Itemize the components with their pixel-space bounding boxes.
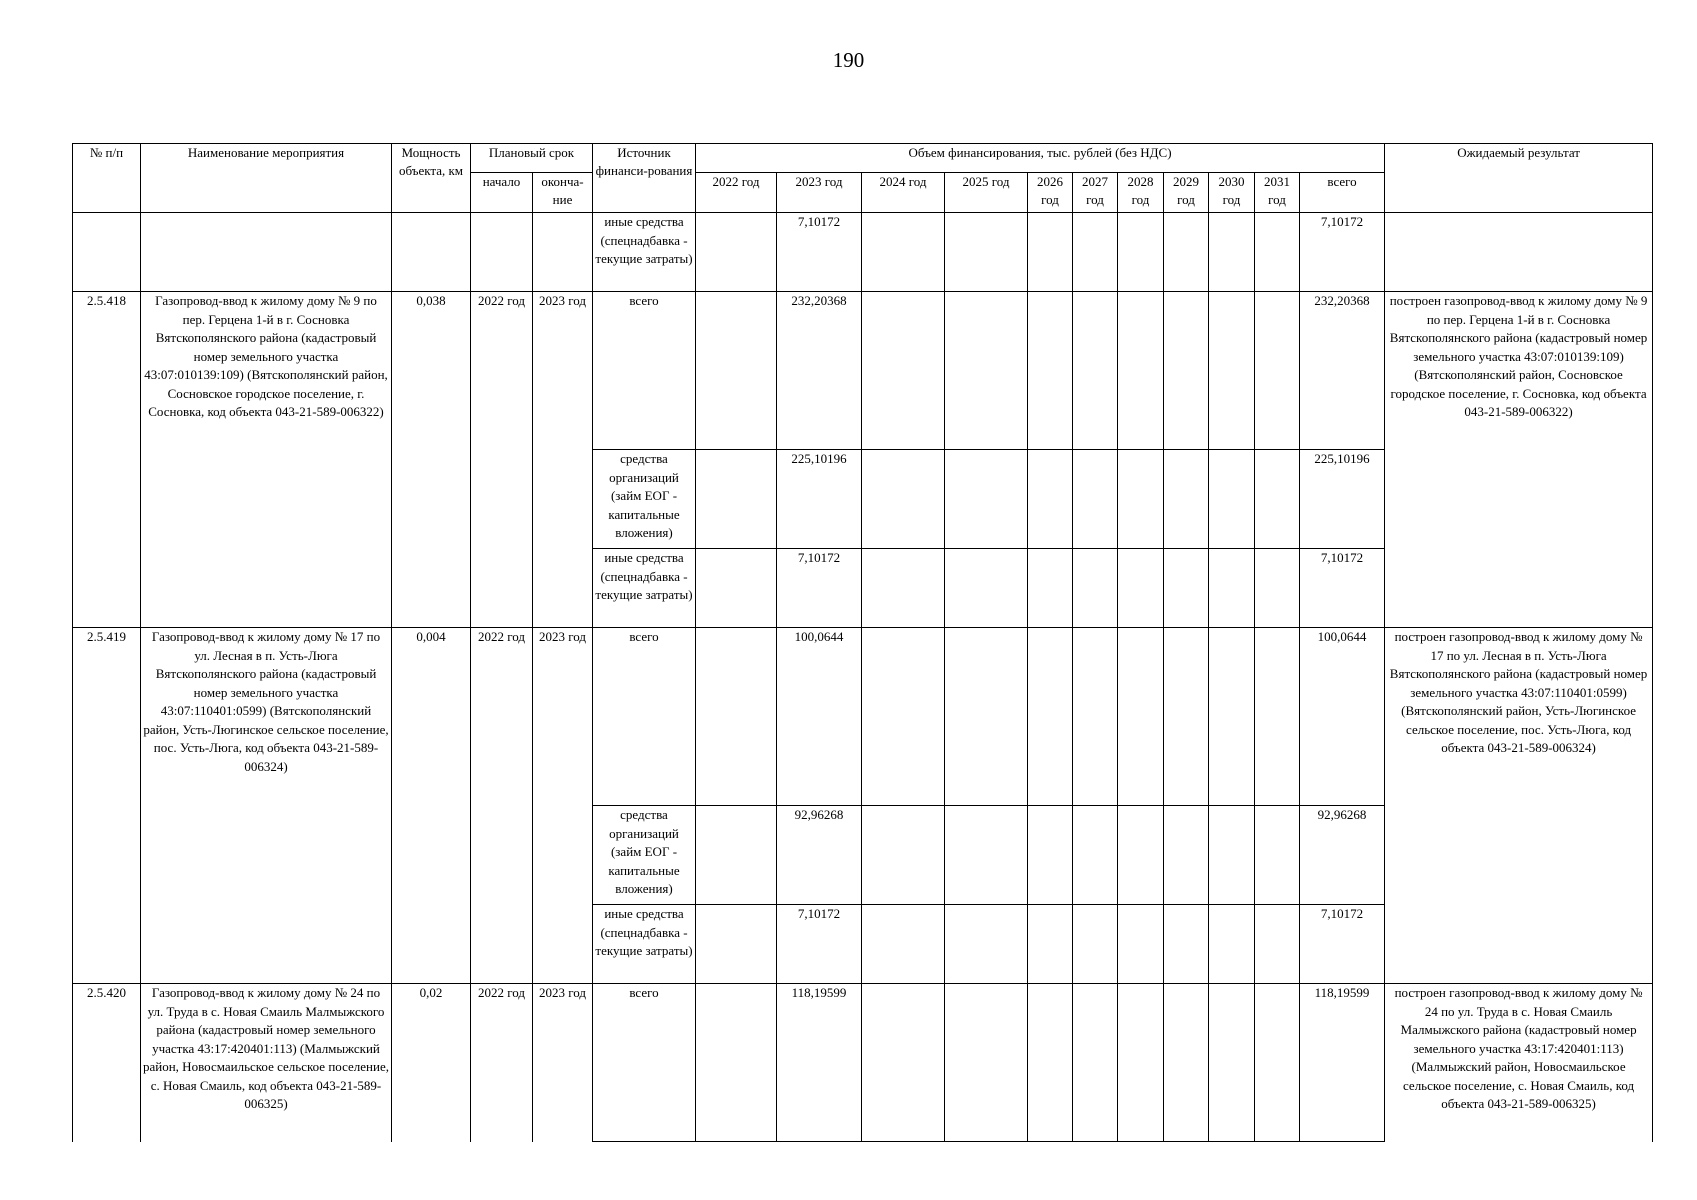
source-cell: всего	[593, 984, 696, 1142]
header-source: Источник финанси-рования	[593, 144, 696, 213]
source-cell: иные средства (спецнадбавка - текущие затраты)	[593, 213, 696, 292]
item-capacity: 0,038	[392, 292, 471, 628]
source-cell: средства организаций (займ ЕОГ - капитальные вложения)	[593, 450, 696, 549]
financing-table	[72, 143, 1653, 1142]
header-result: Ожидаемый результат	[1385, 144, 1653, 213]
value-total: 7,10172	[1300, 549, 1385, 628]
item-result: построен газопровод-ввод к жилому дому № 17 по ул. Лесная в п. Усть-Люга Вятскополянского района (кадастровый номер земельного участка 43:07:110401:0599) (Вятскополянский район, Усть-Люгинское сельское поселение, пос. Усть-Люга, код объекта 043-21-589-006324)	[1385, 628, 1653, 984]
item-start: 2022 год	[471, 628, 533, 984]
table-row	[73, 292, 1653, 450]
header-name: Наименование мероприятия	[141, 144, 392, 213]
source-cell: средства организаций (займ ЕОГ - капитальные вложения)	[593, 806, 696, 905]
item-end: 2023 год	[533, 292, 593, 628]
header-year-2031: 2031 год	[1255, 173, 1300, 213]
item-start: 2022 год	[471, 984, 533, 1142]
item-result: построен газопровод-ввод к жилому дому № 24 по ул. Труда в с. Новая Смаиль Малмыжского района (кадастровый номер земельного участка 43:17:420401:113) (Малмыжский район, Новосмаильское сельское поселение, с. Новая Смаиль, код объекта 043-21-589-006325)	[1385, 984, 1653, 1142]
source-cell: иные средства (спецнадбавка - текущие затраты)	[593, 905, 696, 984]
value-total: 7,10172	[1300, 905, 1385, 984]
header-year-2028: 2028 год	[1118, 173, 1164, 213]
header-year-2026: 2026 год	[1028, 173, 1073, 213]
header-year-2023: 2023 год	[777, 173, 862, 213]
item-name: Газопровод-ввод к жилому дому № 9 по пер. Герцена 1-й в г. Сосновка Вятскополянского района (кадастровый номер земельного участка 43:07:010139:109) (Вятскополянский район, Сосновское городское поселение, г. Сосновка, код объекта 043-21-589-006322)	[141, 292, 392, 628]
item-capacity: 0,02	[392, 984, 471, 1142]
value-total: 92,96268	[1300, 806, 1385, 905]
source-cell: иные средства (спецнадбавка - текущие затраты)	[593, 549, 696, 628]
item-result: построен газопровод-ввод к жилому дому № 9 по пер. Герцена 1-й в г. Сосновка Вятскополянского района (кадастровый номер земельного участка 43:07:010139:109) (Вятскополянский район, Сосновское городское поселение, г. Сосновка, код объекта 043-21-589-006322)	[1385, 292, 1653, 628]
header-year-2024: 2024 год	[862, 173, 945, 213]
value-2023: 7,10172	[777, 905, 862, 984]
value-total: 118,19599	[1300, 984, 1385, 1142]
source-cell: всего	[593, 292, 696, 450]
header-start: начало	[471, 173, 533, 213]
header-volume: Объем финансирования, тыс. рублей (без НДС)	[696, 144, 1385, 173]
table-row	[73, 628, 1653, 806]
item-name: Газопровод-ввод к жилому дому № 24 по ул. Труда в с. Новая Смаиль Малмыжского района (кадастровый номер земельного участка 43:17:420401:113) (Малмыжский район, Новосмаильское сельское поселение, с. Новая Смаиль, код объекта 043-21-589-006325)	[141, 984, 392, 1142]
value-2023: 7,10172	[777, 549, 862, 628]
value-2023: 100,0644	[777, 628, 862, 806]
value-total: 225,10196	[1300, 450, 1385, 549]
source-cell: всего	[593, 628, 696, 806]
item-capacity: 0,004	[392, 628, 471, 984]
item-name: Газопровод-ввод к жилому дому № 17 по ул. Лесная в п. Усть-Люга Вятскополянского района (кадастровый номер земельного участка 43:07:110401:0599) (Вятскополянский район, Усть-Люгинское сельское поселение, пос. Усть-Люга, код объекта 043-21-589-006324)	[141, 628, 392, 984]
header-year-2022: 2022 год	[696, 173, 777, 213]
page-number: 190	[832, 48, 865, 72]
item-number: 2.5.418	[73, 292, 141, 628]
value-2023: 92,96268	[777, 806, 862, 905]
value-2023: 118,19599	[777, 984, 862, 1142]
header-year-2027: 2027 год	[1073, 173, 1118, 213]
header-total: всего	[1300, 173, 1385, 213]
table-row	[73, 984, 1653, 1142]
item-end: 2023 год	[533, 628, 593, 984]
item-number: 2.5.420	[73, 984, 141, 1142]
value-total: 7,10172	[1300, 213, 1385, 292]
value-2023: 7,10172	[777, 213, 862, 292]
item-start: 2022 год	[471, 292, 533, 628]
header-year-2025: 2025 год	[945, 173, 1028, 213]
header-year-2030: 2030 год	[1209, 173, 1255, 213]
value-2023: 232,20368	[777, 292, 862, 450]
item-number: 2.5.419	[73, 628, 141, 984]
value-total: 232,20368	[1300, 292, 1385, 450]
table-row	[73, 213, 1653, 292]
value-total: 100,0644	[1300, 628, 1385, 806]
header-capacity: Мощность объекта, км	[392, 144, 471, 213]
header-num: № п/п	[73, 144, 141, 213]
header-year-2029: 2029 год	[1164, 173, 1209, 213]
item-end: 2023 год	[533, 984, 593, 1142]
header-end: оконча-ние	[533, 173, 593, 213]
value-2023: 225,10196	[777, 450, 862, 549]
header-term: Плановый срок	[471, 144, 593, 173]
